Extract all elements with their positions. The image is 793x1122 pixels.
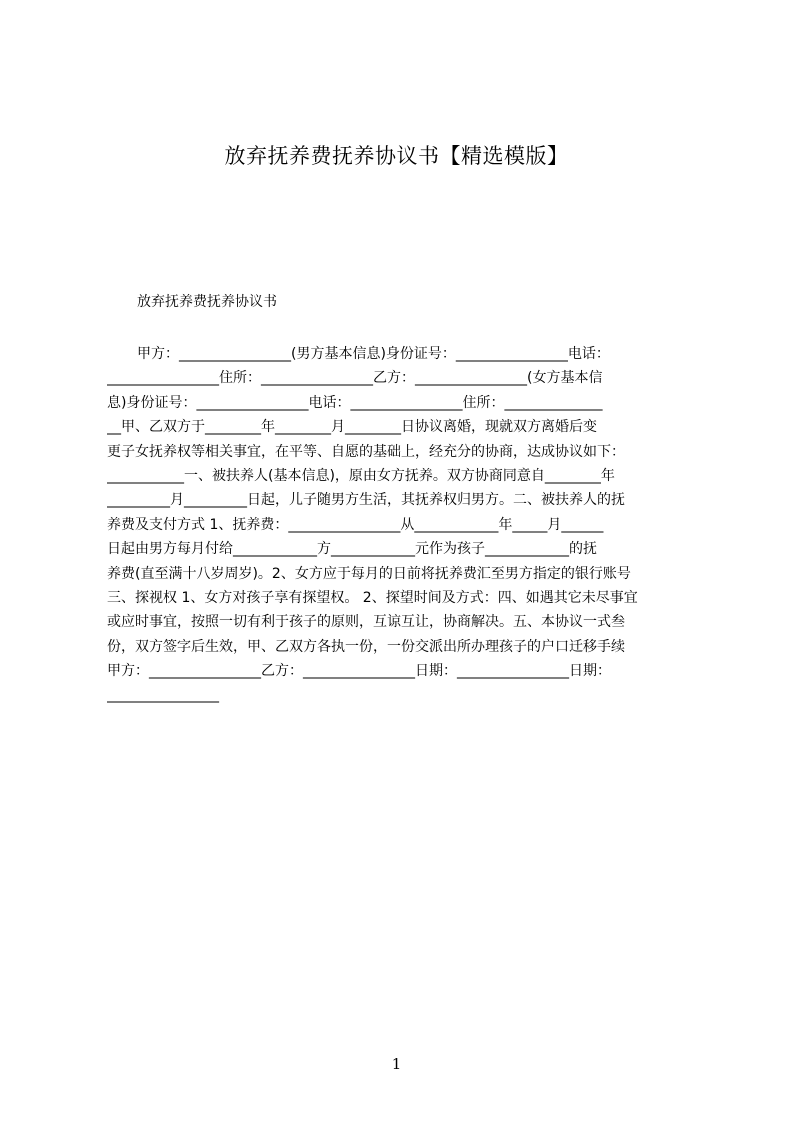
body-line: 甲方：________________乙方：________________日期：________________日期：: [107, 663, 611, 680]
body-line: ________________住所：________________乙方：________________(女方基本信: [107, 370, 603, 387]
body-line: 三、探视权 1、女方对孩子享有探望权。 2、探望时间及方式：四、如遇其它未尽事宜: [107, 589, 638, 606]
document-subtitle: 放弃抚养费抚养协议书: [137, 294, 277, 310]
body-line: 养费及支付方式 1、抚养费：________________从____________年_____月______: [107, 516, 604, 533]
body-line: _________月_________日起，儿子随男方生活，其抚养权归男方。二、被扶养人的抚: [107, 492, 625, 509]
body-line: 更子女抚养权等相关事宜，在平等、自愿的基础上，经充分的协商，达成协议如下：: [107, 443, 625, 460]
body-line: 日起由男方每月付给____________方____________元作为孩子____________的抚: [107, 541, 597, 558]
body-line: ___________一、被扶养人(基本信息)，原由女方抚养。双方协商同意自________年: [107, 467, 615, 484]
agreement-body: [107, 342, 697, 708]
page-number: 1: [391, 1055, 402, 1073]
body-line: ________________: [107, 687, 219, 704]
body-line: __甲、乙双方于________年________月________日协议离婚，现就双方离婚后变: [107, 419, 597, 436]
body-line: 养费(直至满十八岁周岁)。2、女方应于每月的日前将抚养费汇至男方指定的银行账号: [107, 565, 631, 582]
body-line: 甲方：________________(男方基本信息)身份证号：________________电话：: [137, 346, 610, 362]
document-title: 放弃抚养费抚养协议书【精选模版】: [224, 144, 569, 168]
body-line: 息)身份证号：________________电话：________________住所：______________: [107, 394, 603, 411]
body-line: 或应时事宜，按照一切有利于孩子的原则，互谅互让，协商解决。五、本协议一式叁: [107, 614, 625, 631]
body-line: 份，双方签字后生效，甲、乙双方各执一份，一份交派出所办理孩子的户口迁移手续: [107, 638, 625, 655]
